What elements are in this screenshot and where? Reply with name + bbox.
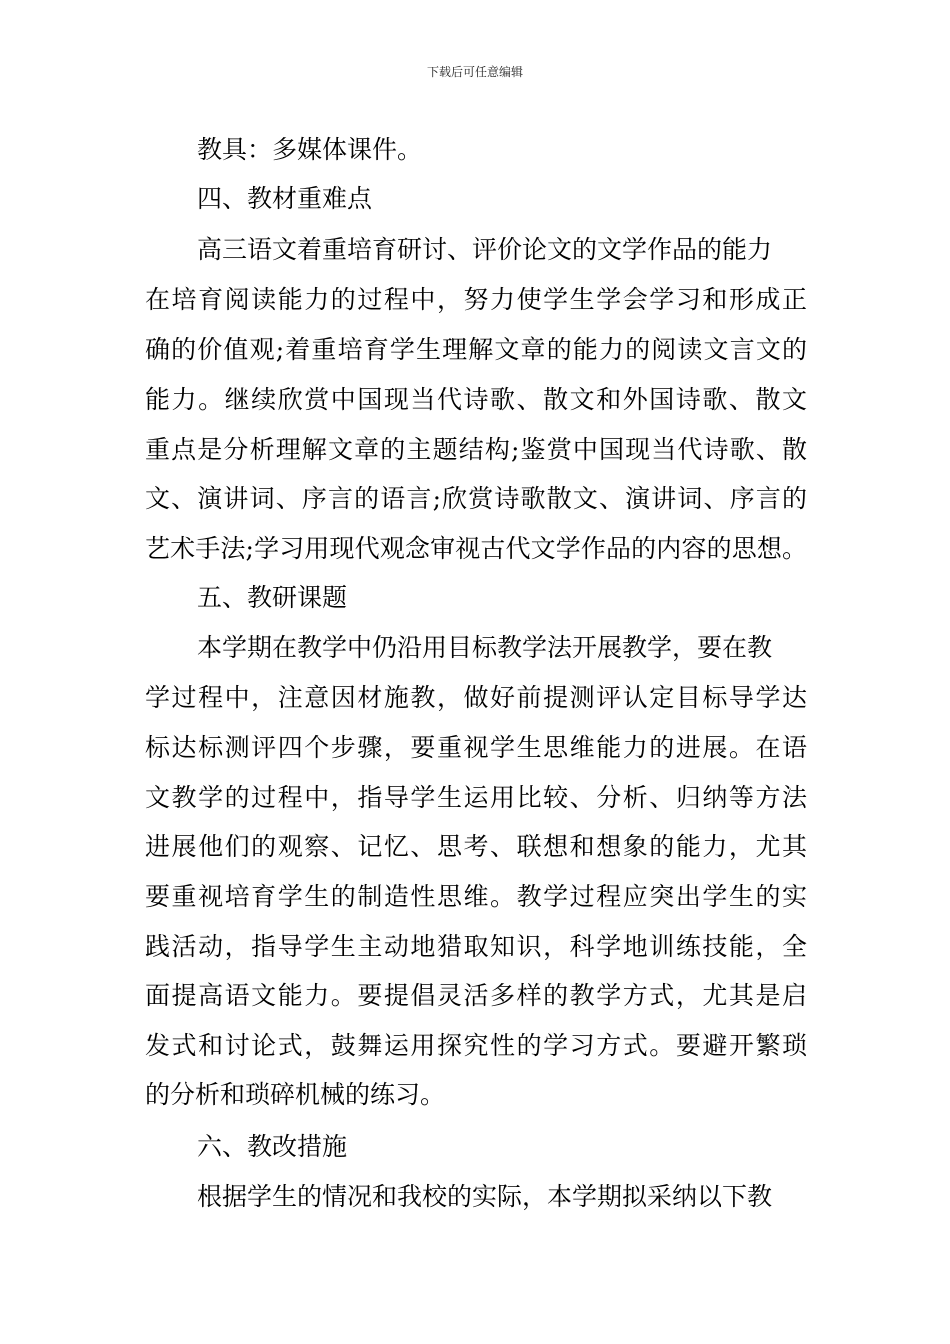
paragraph-line: 重点是分析理解文章的主题结构;鉴赏中国现当代诗歌、散 (145, 435, 807, 464)
paragraph-line: 高三语文着重培育研讨、评价论文的文学作品的能力 (197, 235, 773, 264)
paragraph-line: 文教学的过程中，指导学生运用比较、分析、归纳等方法 (145, 783, 807, 812)
paragraph-line: 文、演讲词、序言的语言;欣赏诗歌散文、演讲词、序言的 (145, 484, 807, 513)
paragraph-line: 进展他们的观察、记忆、思考、联想和想象的能力，尤其 (145, 832, 807, 861)
paragraph-line: 发式和讨论式，鼓舞运用探究性的学习方式。要避开繁琐 (145, 1031, 807, 1060)
paragraph-line: 面提高语文能力。要提倡灵活多样的教学方式，尤其是启 (145, 981, 807, 1010)
section-heading: 六、教改措施 (197, 1132, 348, 1161)
paragraph-line: 学过程中，注意因材施教，做好前提测评认定目标导学达 (145, 683, 807, 712)
paragraph-line: 的分析和琐碎机械的练习。 (145, 1080, 446, 1109)
paragraph-line: 能力。继续欣赏中国现当代诗歌、散文和外国诗歌、散文 (145, 385, 807, 414)
paragraph-line: 艺术手法;学习用现代观念审视古代文学作品的内容的思想。 (145, 534, 807, 563)
paragraph-line: 践活动，指导学生主动地猎取知识，科学地训练技能，全 (145, 932, 807, 961)
paragraph-line: 根据学生的情况和我校的实际，本学期拟采纳以下教 (197, 1182, 773, 1211)
paragraph-line: 标达标测评四个步骤，要重视学生思维能力的进展。在语 (145, 733, 807, 762)
page-header-note: 下载后可任意编辑 (426, 65, 523, 79)
section-heading: 四、教材重难点 (197, 184, 373, 213)
paragraph-line: 确的价值观;着重培育学生理解文章的能力的阅读文言文的 (145, 335, 807, 364)
paragraph-line: 要重视培育学生的制造性思维。教学过程应突出学生的实 (145, 882, 807, 911)
paragraph-line: 本学期在教学中仍沿用目标教学法开展教学，要在教 (197, 633, 773, 662)
paragraph-line: 教具：多媒体课件。 (197, 135, 423, 164)
section-heading: 五、教研课题 (197, 583, 348, 612)
paragraph-line: 在培育阅读能力的过程中，努力使学生学会学习和形成正 (145, 285, 807, 314)
